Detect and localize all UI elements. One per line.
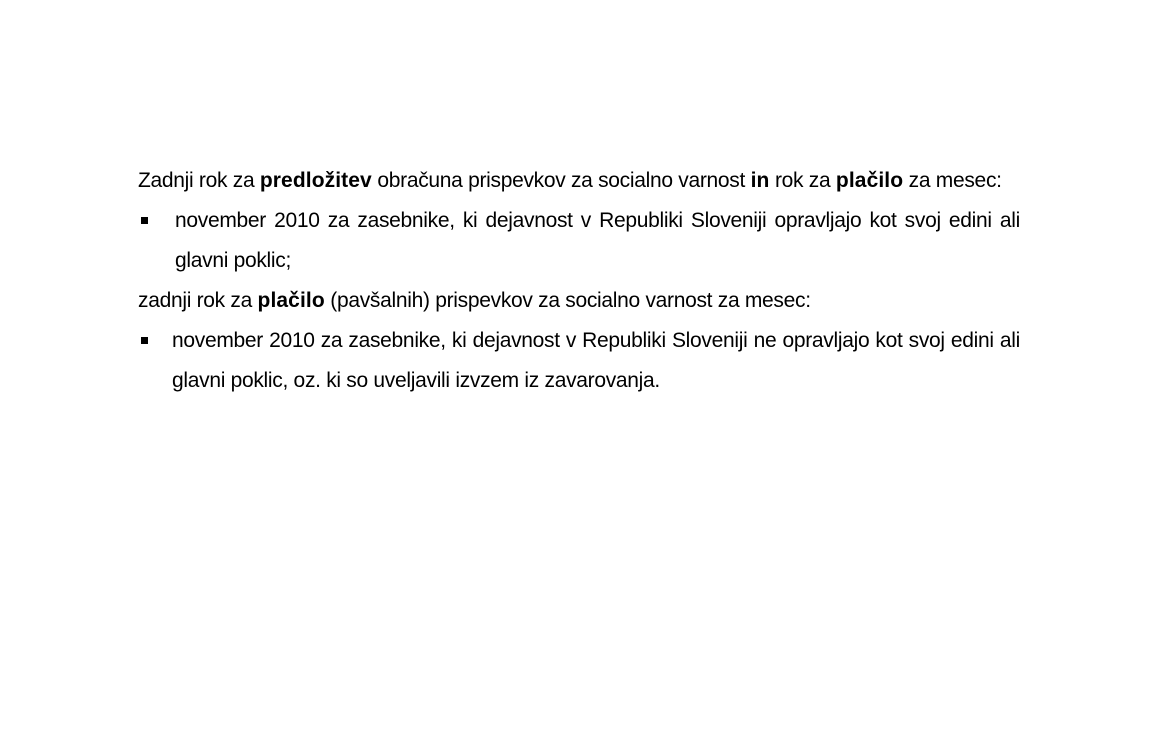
square-bullet-icon — [141, 337, 148, 344]
paragraph1-text-3: rok za — [769, 169, 836, 192]
bullet-item-2-text: november 2010 za zasebnike, ki dejavnost v Republiki Sloveniji ne opravljajo kot svoj edini ali glavni poklic, oz. ki so uveljavili izvzem iz zavarovanja. — [172, 329, 1020, 392]
paragraph1-text-4: za mesec: — [903, 169, 1002, 192]
paragraph-deadline-submission — [138, 161, 1020, 201]
paragraph-deadline-payment — [138, 281, 1020, 321]
square-bullet-icon — [141, 217, 148, 224]
document-body — [138, 161, 1020, 401]
bullet-item-2 — [138, 321, 1020, 401]
paragraph2-bold-placilo: plačilo — [257, 289, 325, 312]
paragraph1-bold-in: in — [750, 169, 770, 192]
paragraph2-text-2: (pavšalnih) prispevkov za socialno varnost za mesec: — [324, 289, 811, 312]
paragraph1-bold-placilo: plačilo — [835, 169, 904, 192]
bullet-item-1-text: november 2010 za zasebnike, ki dejavnost v Republiki Sloveniji opravljajo kot svoj edini ali glavni poklic; — [175, 209, 1020, 272]
paragraph1-bold-predlozitev: predložitev — [259, 169, 372, 192]
paragraph1-text-2: obračuna prispevkov za socialno varnost — [371, 169, 751, 192]
bullet-item-1 — [138, 201, 1020, 281]
paragraph1-text-1: Zadnji rok za — [138, 169, 260, 192]
paragraph2-text-1: zadnji rok za — [138, 289, 258, 312]
